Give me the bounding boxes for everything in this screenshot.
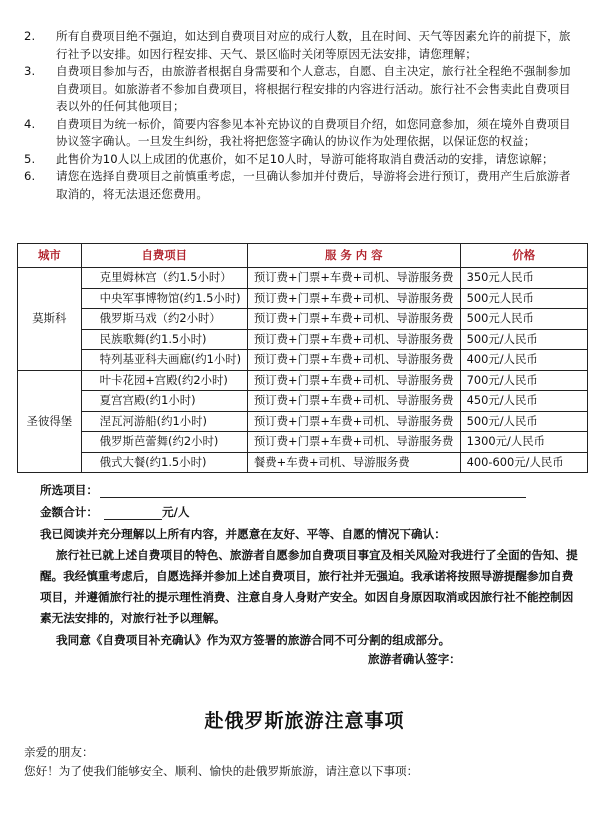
note-text: 此售价为10人以上成团的优惠价，如不足10人时，导游可能将取消自费活动的安排，请您谅解； [56, 151, 554, 166]
service-cell: 预订费+门票+车费+司机、导游服务费 [247, 268, 460, 289]
price-cell: 1300元/人民币 [460, 432, 587, 453]
optional-items-table [17, 243, 588, 473]
note-text: 自费项目参加与否，由旅游者根据自身需要和个人意志，自愿、自主决定，旅行社全程绝不强制参加自费项目。如旅游者不参加自费项目，将根据行程安排的内容进行活动。旅行社不会售卖此自费项目表以外的任何其他项目； [56, 64, 571, 113]
note-text: 自费项目为统一标价，简要内容参见本补充协议的自费项目介绍，如您同意参加，须在境外自费项目协议签字确认。一旦发生纠纷，我社将把您签字确认的协议作为处理依据，以保证您的权益； [56, 116, 571, 148]
item-cell: 俄罗斯芭蕾舞(约2小时) [81, 432, 247, 453]
note-item [24, 63, 580, 116]
price-cell: 400-600元/人民币 [460, 452, 587, 473]
service-cell: 预订费+门票+车费+司机、导游服务费 [247, 350, 460, 371]
item-cell: 克里姆林宫（约1.5小时） [81, 268, 247, 289]
table-row [18, 391, 588, 412]
selected-items-line [40, 482, 526, 498]
total-amount-unit: 元/人 [161, 505, 190, 519]
note-item [24, 116, 580, 151]
price-cell: 500元/人民币 [460, 411, 587, 432]
price-cell: 500元人民币 [460, 309, 587, 330]
price-cell: 400元/人民币 [460, 350, 587, 371]
service-cell: 餐费+车费+司机、导游服务费 [247, 452, 460, 473]
service-cell: 预订费+门票+车费+司机、导游服务费 [247, 391, 460, 412]
table-row [18, 432, 588, 453]
confirm-heading: 我已阅读并充分理解以上所有内容，并愿意在友好、平等、自愿的情况下确认： [40, 527, 446, 541]
price-cell: 500元/人民币 [460, 329, 587, 350]
table-row [18, 452, 588, 473]
total-amount-field[interactable] [104, 507, 162, 520]
city-cell: 圣彼得堡 [18, 370, 82, 473]
note-text: 所有自费项目绝不强迫，如达到自费项目对应的成行人数，且在时间、天气等因素允许的前提下，旅行社予以安排。如因行程安排、天气、景区临时关闭等原因无法安排，请您理解； [56, 29, 571, 61]
note-item [24, 28, 580, 63]
item-cell: 叶卡花园+宫殿(约2小时) [81, 370, 247, 391]
notes-list [24, 28, 580, 203]
item-cell: 中央军事博物馆(约1.5小时) [81, 288, 247, 309]
item-cell: 涅瓦河游船(约1小时) [81, 411, 247, 432]
confirm-body: 旅行社已就上述自费项目的特色、旅游者自愿参加自费项目事宜及相关风险对我进行了全面的告知、提醒。我经慎重考虑后，自愿选择并参加上述自费项目，旅行社并无强迫。我承诺将按照导游提醒参加自费项目，并遵循旅行社的提示理性消费、注意自身人身财产安全。如因自身原因取消或因旅行社不能控制因素无法安排的，对旅行社予以理解。 [40, 548, 578, 625]
header-city: 城市 [18, 244, 82, 268]
table-header-row [18, 244, 588, 268]
section-title: 赴俄罗斯旅游注意事项 [204, 710, 405, 732]
service-cell: 预订费+门票+车费+司机、导游服务费 [247, 309, 460, 330]
table-row [18, 350, 588, 371]
confirm-agree: 我同意《自费项目补充确认》作为双方签署的旅游合同不可分割的组成部分。 [56, 633, 451, 647]
note-number: 5. [24, 151, 36, 166]
note-text: 请您在选择自费项目之前慎重考虑，一旦确认参加并付费后，导游将会进行预订，费用产生后旅游者取消的，将无法退还您费用。 [56, 169, 571, 201]
note-number: 2. [24, 29, 36, 43]
note-item [24, 151, 580, 169]
item-cell: 特列基亚科夫画廊(约1小时) [81, 350, 247, 371]
table-row [18, 309, 588, 330]
item-cell: 夏宫宫殿(约1小时) [81, 391, 247, 412]
intro-text: 您好！为了使我们能够安全、顺利、愉快的赴俄罗斯旅游，请注意以下事项： [24, 764, 419, 778]
service-cell: 预订费+门票+车费+司机、导游服务费 [247, 288, 460, 309]
service-cell: 预订费+门票+车费+司机、导游服务费 [247, 432, 460, 453]
service-cell: 预订费+门票+车费+司机、导游服务费 [247, 370, 460, 391]
total-amount-label: 金额合计： [40, 505, 98, 519]
header-service: 服 务 内 容 [247, 244, 460, 268]
item-cell: 俄罗斯马戏（约2小时） [81, 309, 247, 330]
item-cell: 民族歌舞(约1.5小时) [81, 329, 247, 350]
selected-items-field[interactable] [100, 485, 526, 498]
price-cell: 700元/人民币 [460, 370, 587, 391]
price-cell: 500元人民币 [460, 288, 587, 309]
note-number: 6. [24, 169, 36, 183]
price-cell: 450元/人民币 [460, 391, 587, 412]
note-number: 3. [24, 64, 36, 78]
greeting: 亲爱的朋友： [24, 745, 94, 759]
service-cell: 预订费+门票+车费+司机、导游服务费 [247, 329, 460, 350]
table-row [18, 268, 588, 289]
signature-label: 旅游者确认签字： [368, 652, 461, 666]
selected-items-label: 所选项目： [40, 483, 98, 497]
service-cell: 预订费+门票+车费+司机、导游服务费 [247, 411, 460, 432]
header-item: 自费项目 [81, 244, 247, 268]
note-item [24, 168, 580, 203]
table-row [18, 411, 588, 432]
table-row [18, 288, 588, 309]
table-row [18, 370, 588, 391]
table-row [18, 329, 588, 350]
total-amount-line [40, 504, 189, 520]
header-price: 价格 [460, 244, 587, 268]
city-cell: 莫斯科 [18, 268, 82, 371]
item-cell: 俄式大餐(约1.5小时) [81, 452, 247, 473]
price-cell: 350元人民币 [460, 268, 587, 289]
note-number: 4. [24, 116, 36, 131]
